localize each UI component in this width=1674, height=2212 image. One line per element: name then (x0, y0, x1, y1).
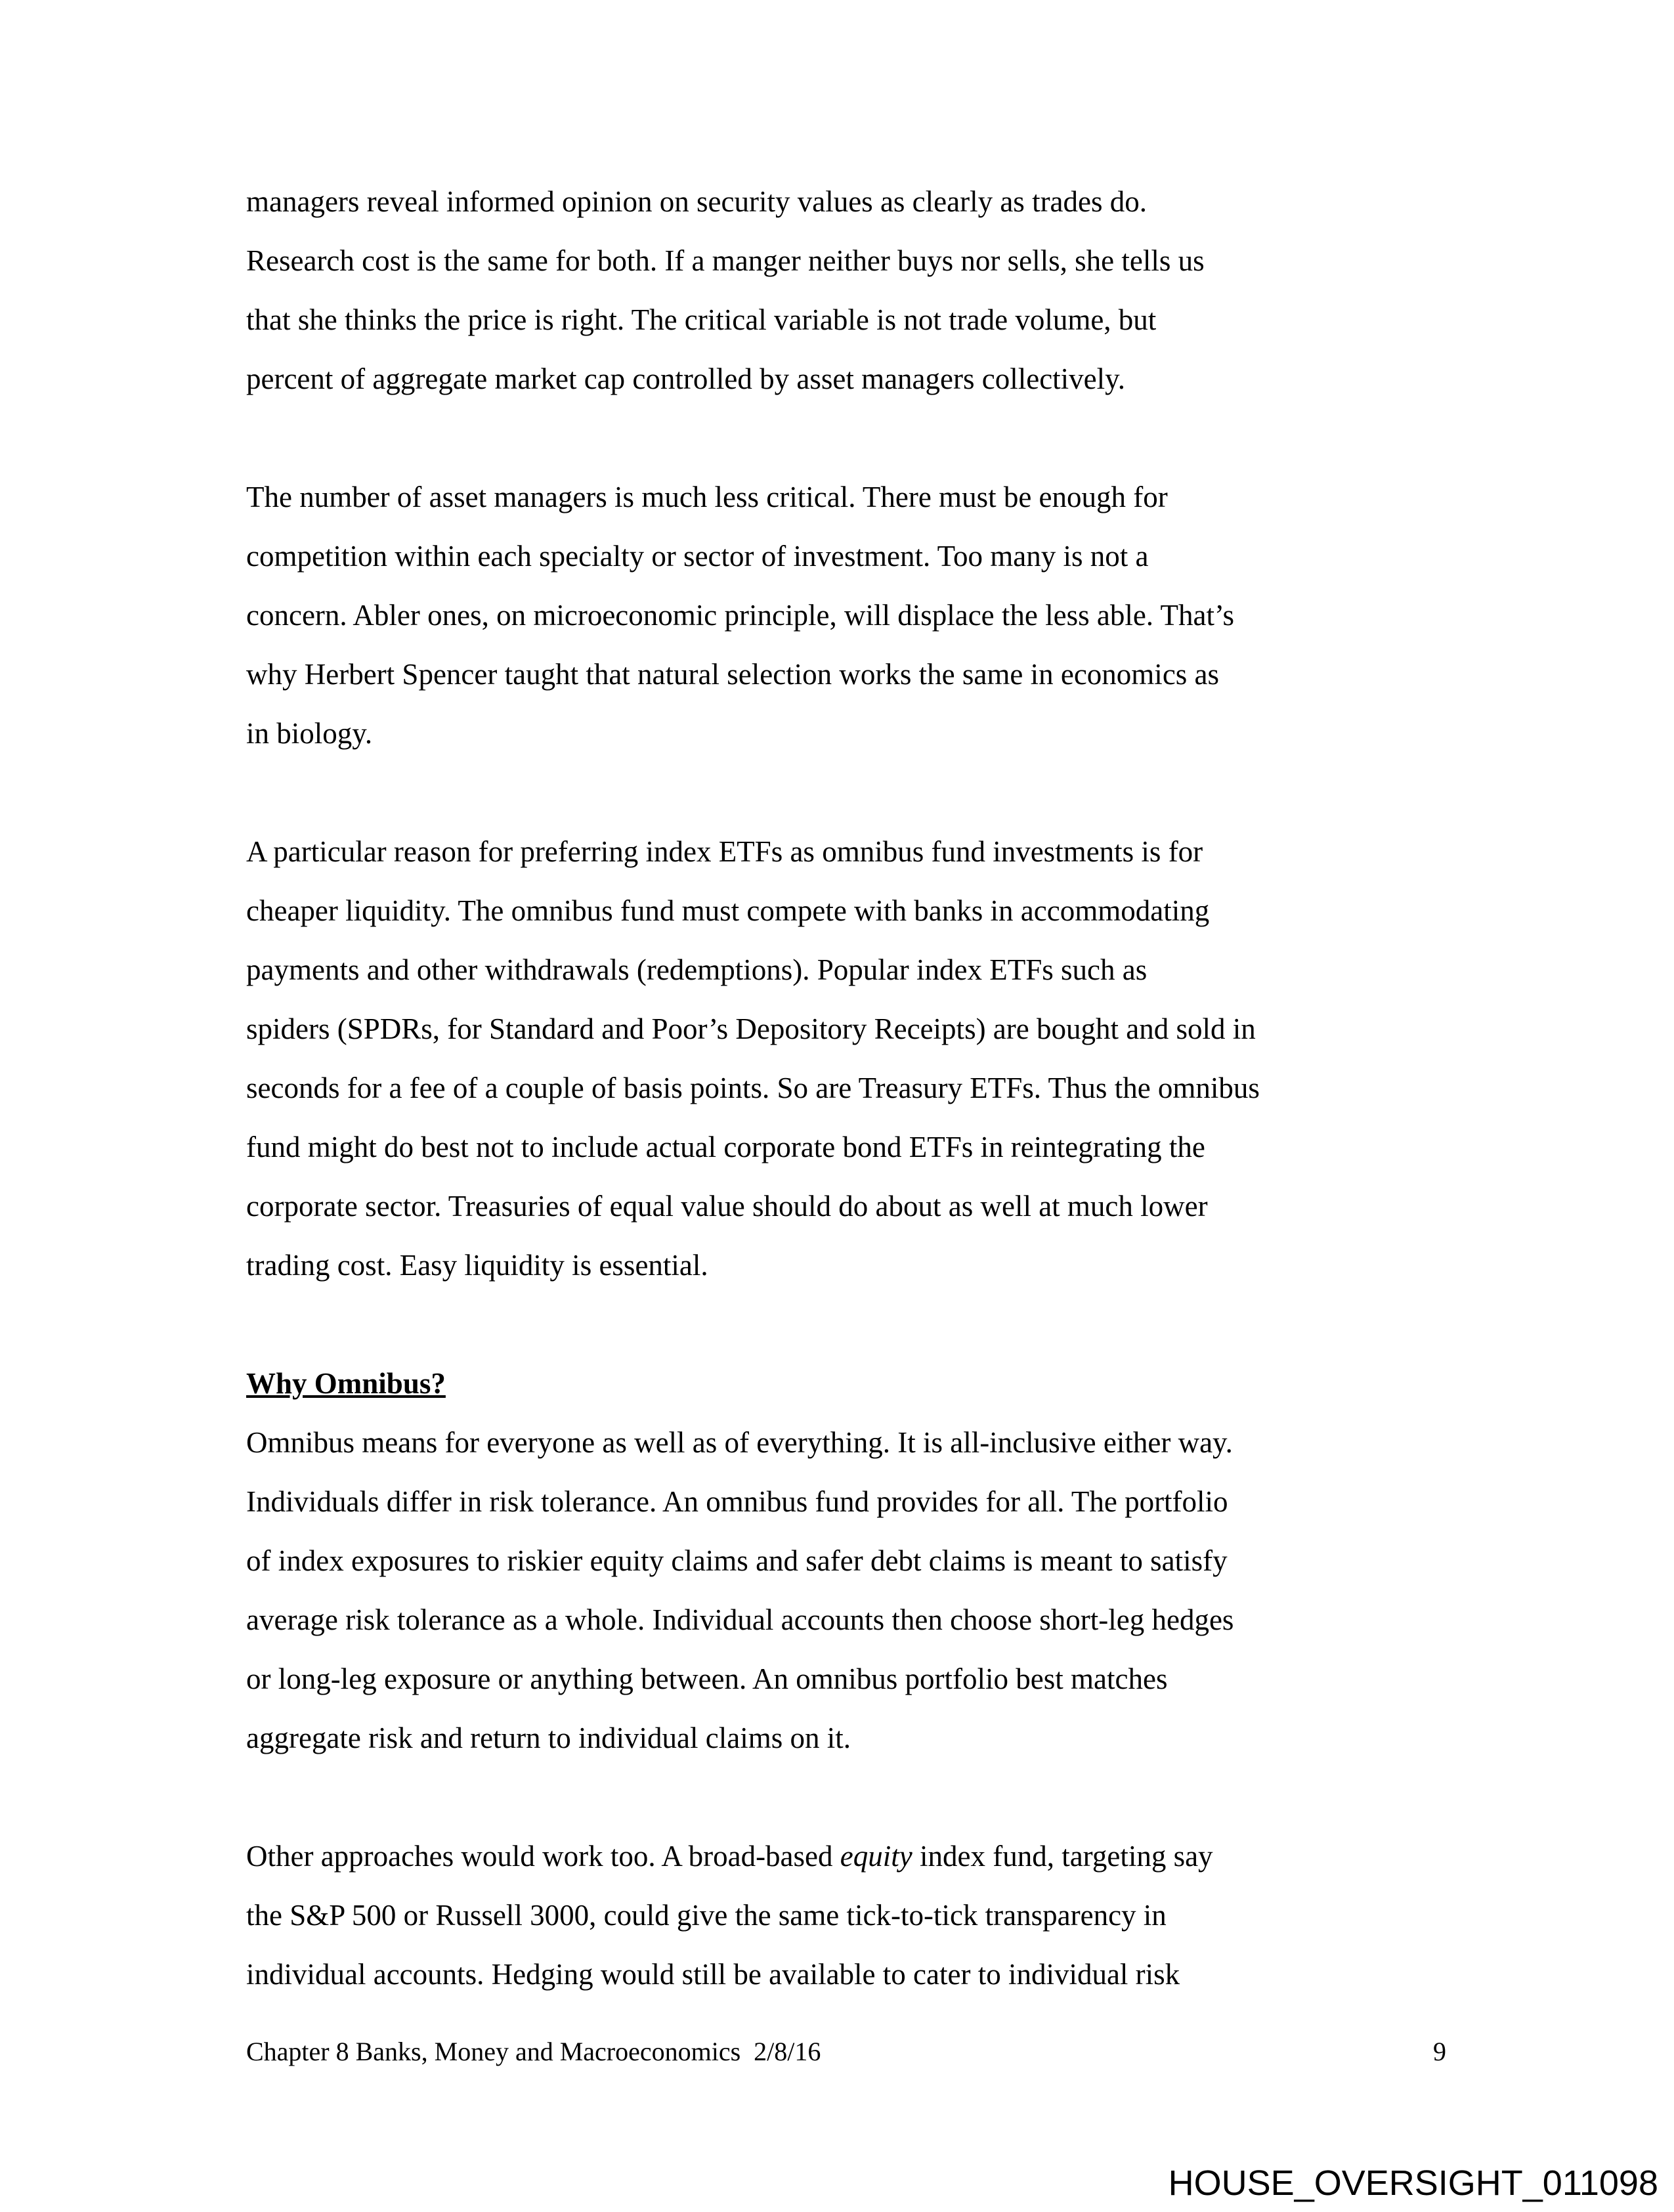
text-line (246, 1117, 1434, 1177)
text-line (246, 1649, 1434, 1708)
text-run: cheaper liquidity. The omnibus fund must compete with banks in accommodating (246, 894, 1210, 927)
text-line (246, 822, 1434, 881)
text-line (246, 172, 1434, 231)
text-line (246, 1413, 1434, 1472)
text-run: seconds for a fee of a couple of basis points. So are Treasury ETFs. Thus the omnibus (246, 1072, 1260, 1104)
text-line (246, 527, 1434, 586)
text-run: Other approaches would work too. A broad-based (246, 1840, 840, 1873)
text-run: Omnibus means for everyone as well as of everything. It is all-inclusive either way. (246, 1426, 1233, 1459)
text-run: payments and other withdrawals (redemptions). Popular index ETFs such as (246, 953, 1148, 986)
paragraph (246, 1827, 1434, 2004)
paragraph (246, 467, 1434, 763)
text-run: Individuals differ in risk tolerance. An omnibus fund provides for all. The portfolio (246, 1485, 1228, 1518)
text-run: A particular reason for preferring index ETFs as omnibus fund investments is for (246, 835, 1203, 868)
paragraph (246, 172, 1434, 408)
page-footer (246, 2022, 1446, 2081)
text-line (246, 1590, 1434, 1649)
paragraph (246, 822, 1434, 1295)
text-run: individual accounts. Hedging would still be available to cater to individual risk (246, 1958, 1180, 1991)
text-line (246, 290, 1434, 349)
text-line (246, 645, 1434, 704)
text-line (246, 1058, 1434, 1117)
italic-text-run: equity (840, 1840, 912, 1873)
paragraph (246, 1413, 1434, 1767)
text-run: concern. Abler ones, on microeconomic principle, will displace the less able. That’s (246, 599, 1234, 632)
text-run: that she thinks the price is right. The critical variable is not trade volume, but (246, 303, 1157, 336)
text-run: aggregate risk and return to individual claims on it. (246, 1722, 851, 1754)
text-run: spiders (SPDRs, for Standard and Poor’s Depository Receipts) are bought and sold in (246, 1012, 1256, 1045)
bates-stamp: HOUSE_OVERSIGHT_011098 (1168, 2163, 1658, 2203)
text-line (246, 1531, 1434, 1590)
text-run: why Herbert Spencer taught that natural selection works the same in economics as (246, 658, 1220, 691)
text-line (246, 586, 1434, 645)
text-run: fund might do best not to include actual corporate bond ETFs in reintegrating the (246, 1131, 1205, 1163)
text-line (246, 1945, 1434, 2004)
text-run: percent of aggregate market cap controlled by asset managers collectively. (246, 362, 1125, 395)
text-line (246, 999, 1434, 1058)
footer-chapter-info: Chapter 8 Banks, Money and Macroeconomics 2/8/16 (246, 2037, 821, 2066)
text-run: corporate sector. Treasuries of equal value should do about as well at much lower (246, 1190, 1208, 1223)
text-line (246, 1827, 1434, 1886)
text-line (246, 1236, 1434, 1295)
footer-page-number: 9 (1433, 2037, 1446, 2066)
text-run: managers reveal informed opinion on security values as clearly as trades do. (246, 185, 1148, 218)
text-line (246, 1708, 1434, 1767)
text-run: or long-leg exposure or anything between. An omnibus portfolio best matches (246, 1662, 1168, 1695)
text-run: of index exposures to riskier equity claims and safer debt claims is meant to satisfy (246, 1544, 1228, 1577)
text-line (246, 467, 1434, 527)
page-content (246, 172, 1434, 2063)
text-run: trading cost. Easy liquidity is essential. (246, 1249, 708, 1282)
text-run: index fund, targeting say (912, 1840, 1213, 1873)
text-run: The number of asset managers is much less critical. There must be enough for (246, 481, 1168, 513)
text-line (246, 1886, 1434, 1945)
text-run: in biology. (246, 717, 373, 750)
section-heading: Why Omnibus? (246, 1367, 446, 1400)
text-line (246, 940, 1434, 999)
text-line (246, 1177, 1434, 1236)
text-line (246, 704, 1434, 763)
text-run: average risk tolerance as a whole. Individual accounts then choose short-leg hedges (246, 1603, 1234, 1636)
text-line (246, 349, 1434, 408)
text-run: the S&P 500 or Russell 3000, could give the same tick-to-tick transparency in (246, 1899, 1167, 1932)
text-run: competition within each specialty or sector of investment. Too many is not a (246, 540, 1149, 573)
text-line (246, 881, 1434, 940)
text-line (246, 231, 1434, 290)
text-run: Research cost is the same for both. If a manger neither buys nor sells, she tells us (246, 244, 1205, 277)
text-line (246, 1472, 1434, 1531)
